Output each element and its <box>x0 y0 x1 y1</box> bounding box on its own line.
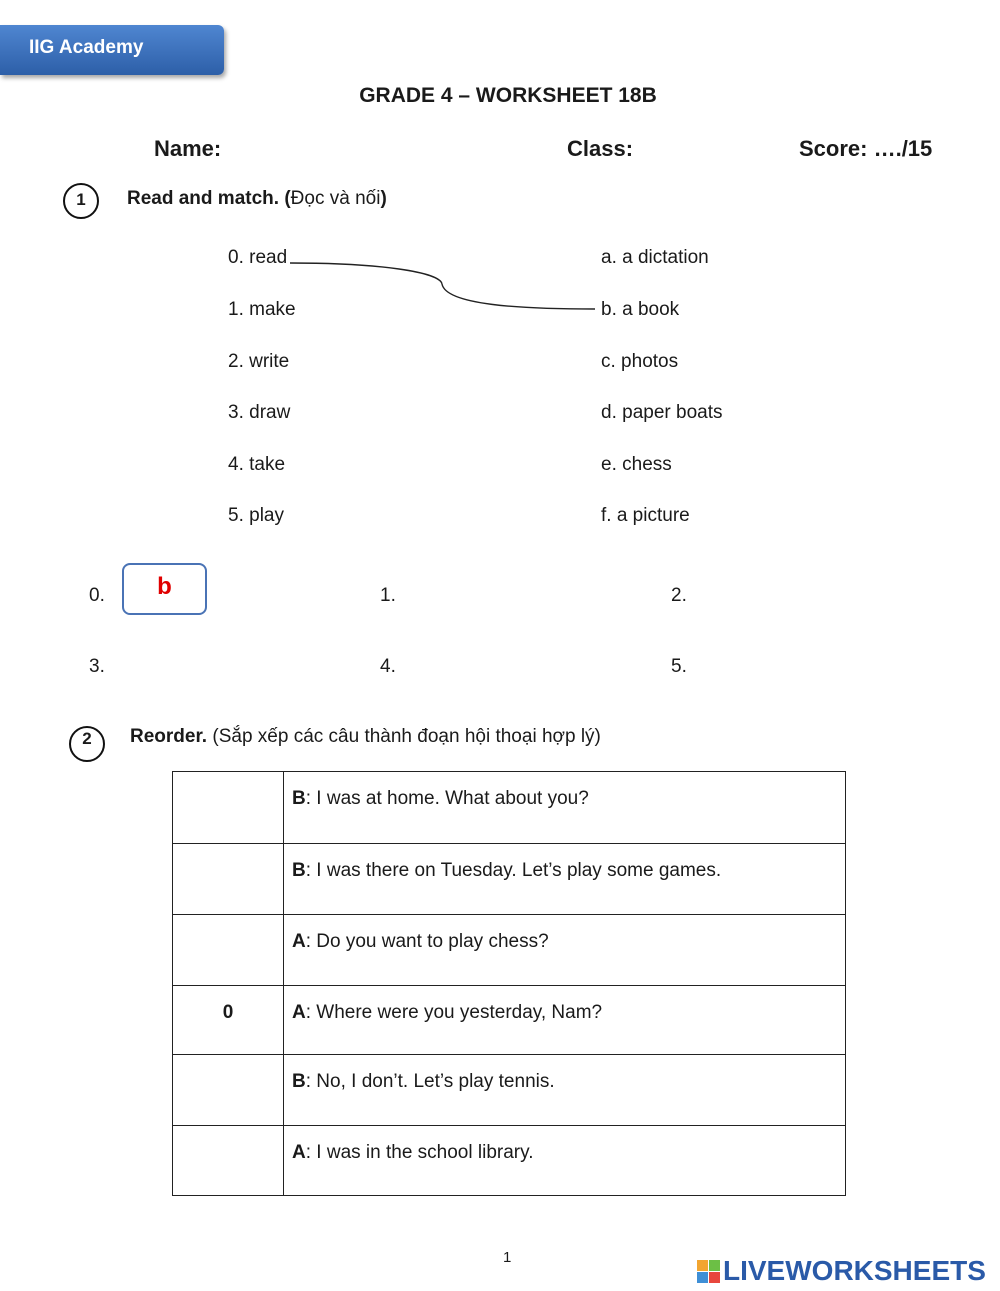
dialogue-line: A: Do you want to play chess? <box>284 915 846 986</box>
match-right-e: e. chess <box>601 454 672 475</box>
iig-academy-banner: IIG Academy <box>0 25 224 75</box>
dialogue-line: B: I was at home. What about you? <box>284 772 846 844</box>
table-row <box>173 915 846 986</box>
worksheet-title: GRADE 4 – WORKSHEET 18B <box>359 84 657 107</box>
name-label: Name: <box>154 136 222 161</box>
order-cell[interactable] <box>173 915 284 986</box>
order-cell[interactable] <box>173 844 284 915</box>
match-left-1: 1. make <box>228 299 296 320</box>
order-cell[interactable]: 0 <box>173 986 284 1055</box>
answer-label-5: 5. <box>671 656 687 677</box>
class-label: Class: <box>567 136 634 161</box>
match-right-d: d. paper boats <box>601 402 723 423</box>
answer-label-4: 4. <box>380 656 396 677</box>
match-right-c: c. photos <box>601 351 679 372</box>
section-2-number: 2 <box>69 726 105 762</box>
dialogue-line: A: Where were you yesterday, Nam? <box>284 986 846 1055</box>
score-label: Score: …./15 <box>799 136 933 161</box>
match-left-3: 3. draw <box>228 402 291 423</box>
reorder-table <box>172 771 846 1196</box>
match-left-0: 0. read <box>228 247 288 268</box>
answer-label-1: 1. <box>380 585 396 606</box>
match-right-a: a. a dictation <box>601 247 709 268</box>
answer-label-2: 2. <box>671 585 687 606</box>
liveworksheets-logo <box>697 1254 986 1288</box>
section-1-title: Read and match. (Đọc và nối) <box>127 188 387 209</box>
table-row <box>173 986 846 1055</box>
match-right-b: b. a book <box>601 299 680 320</box>
match-left-4: 4. take <box>228 454 286 475</box>
match-right-f: f. a picture <box>601 505 690 526</box>
section-2-title: Reorder. (Sắp xếp các câu thành đoạn hội thoại hợp lý) <box>130 726 601 747</box>
match-left-5: 5. play <box>228 505 284 526</box>
order-cell[interactable] <box>173 1055 284 1126</box>
table-row <box>173 1055 846 1126</box>
table-row <box>173 1126 846 1196</box>
order-cell[interactable] <box>173 1126 284 1196</box>
liveworksheets-wordmark: LIVEWORKSHEETS <box>723 1255 986 1286</box>
dialogue-line: A: I was in the school library. <box>284 1126 846 1196</box>
answer-label-0: 0. <box>89 585 105 606</box>
liveworksheets-mark-icon <box>697 1260 720 1283</box>
answer-label-3: 3. <box>89 656 105 677</box>
match-left-2: 2. write <box>228 351 290 372</box>
answer-box-0[interactable]: b <box>122 563 207 615</box>
table-row <box>173 772 846 844</box>
dialogue-line: B: I was there on Tuesday. Let’s play some games. <box>284 844 846 915</box>
section-1-number: 1 <box>63 183 99 219</box>
order-cell[interactable] <box>173 772 284 844</box>
table-row <box>173 844 846 915</box>
dialogue-line: B: No, I don’t. Let’s play tennis. <box>284 1055 846 1126</box>
page-number: 1 <box>503 1249 512 1266</box>
